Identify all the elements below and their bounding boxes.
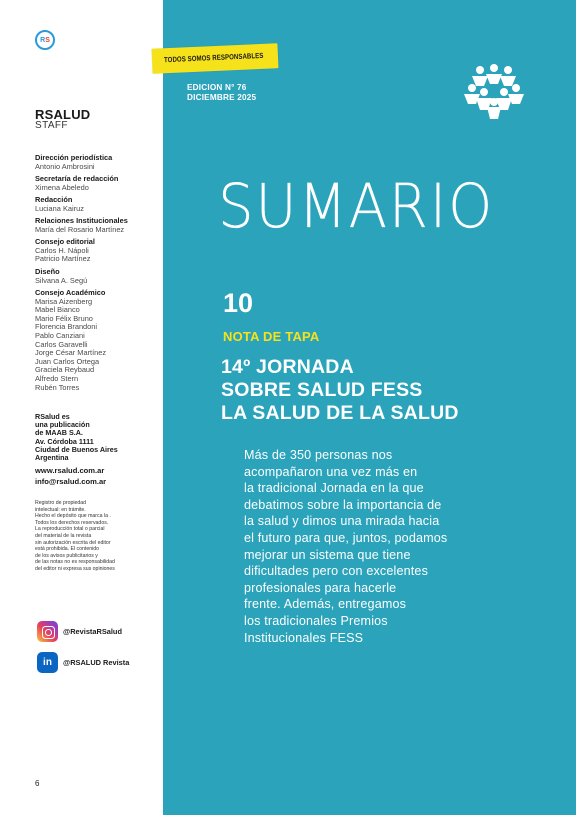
staff-role: Secretaría de redacción — [35, 174, 119, 184]
summary-line: Institucionales FESS — [244, 630, 364, 645]
legal-line: de las notas no es responsabilidad — [35, 559, 115, 566]
publisher-info — [35, 413, 160, 462]
staff-name: Jorge César Martínez — [35, 348, 107, 358]
staff-name: Silvana A. Segú — [35, 275, 88, 285]
publisher-line: RSalud es — [35, 412, 70, 421]
page-title: SUMARIO — [218, 171, 495, 242]
brand-subtitle: STAFF — [35, 120, 68, 131]
legal-line: del material de la revista — [35, 532, 92, 539]
summary-line: frente. Además, entregamos — [244, 597, 407, 612]
ribbon-text: TODOS SOMOS RESPONSABLES — [163, 50, 264, 65]
staff-name: Florencia Brandoni — [35, 322, 98, 332]
staff-name: Mario Félix Bruno — [35, 313, 93, 323]
website-link[interactable]: www.rsalud.com.ar — [35, 466, 105, 475]
staff-name: Marisa Aizenberg — [35, 296, 93, 306]
staff-entry — [35, 217, 160, 234]
people-group-logo — [462, 64, 526, 120]
instagram-link[interactable] — [37, 621, 122, 642]
legal-line: La reproducción total o parcial — [35, 526, 105, 533]
staff-role: Dirección periodística — [35, 153, 113, 162]
legal-line: sin autorización escrita del editor — [35, 539, 111, 546]
legal-line: de los avisos publicitarios y — [35, 552, 98, 559]
article-number: 10 — [223, 288, 254, 318]
staff-name: Carlos Garavelli — [35, 339, 88, 349]
staff-name: Alfredo Stern — [35, 374, 79, 383]
summary-line: mejorar un sistema que tiene — [244, 547, 411, 562]
summary-line: la tradicional Jornada en la que — [244, 481, 424, 496]
headline-line: LA SALUD DE LA SALUD — [221, 402, 459, 424]
publisher-line: una publicación — [35, 420, 90, 430]
summary-line: profesionales para hacerle — [244, 580, 397, 595]
article-headline[interactable] — [221, 356, 561, 425]
staff-name: Rubén Torres — [35, 382, 80, 392]
summary-line: debatimos sobre la importancia de — [244, 497, 442, 512]
legal-notice — [35, 500, 160, 573]
summary-line: la salud y dimos una mirada hacia — [244, 514, 440, 529]
staff-list — [35, 154, 160, 396]
staff-name: Juan Carlos Ortega — [35, 356, 100, 366]
staff-entry — [35, 154, 160, 171]
publisher-line: Ciudad de Buenos Aires — [35, 444, 118, 454]
publisher-line: de MAAB S.A. — [35, 428, 83, 438]
legal-line: está prohibida. El contenido — [35, 546, 100, 553]
edition-info — [187, 83, 256, 103]
legal-line: Todos los derechos reservados. — [35, 519, 109, 526]
legal-line: Hecho el depósito que marca la . — [35, 513, 111, 520]
publisher-line: Av. Córdoba 1111 — [35, 436, 94, 446]
section-kicker: NOTA DE TAPA — [223, 329, 320, 344]
summary-line: dificultades pero con excelentes — [244, 564, 429, 579]
email-link[interactable]: info@rsalud.com.ar — [35, 476, 107, 486]
staff-name: Carlos H. Nápoli — [35, 245, 89, 255]
summary-line: acompañaron una vez más en — [244, 464, 418, 479]
staff-name: María del Rosario Martínez — [35, 224, 125, 234]
article-summary — [244, 447, 564, 646]
staff-role: Consejo editorial — [35, 237, 95, 247]
headline-line: SOBRE SALUD FESS — [221, 379, 423, 401]
staff-name: Graciela Reybaud — [35, 365, 95, 375]
staff-role: Diseño — [35, 267, 60, 277]
staff-role: Relaciones Institucionales — [35, 216, 128, 226]
summary-line: el futuro para que, juntos, podamos — [244, 530, 448, 545]
staff-name: Pablo Canziani — [35, 331, 85, 341]
linkedin-handle: @RSALUD Revista — [63, 658, 130, 667]
staff-entry — [35, 289, 160, 392]
linkedin-icon: in — [37, 652, 58, 673]
staff-name: Luciana Kairuz — [35, 203, 84, 213]
staff-entry — [35, 175, 160, 192]
staff-role: Consejo Académico — [35, 288, 106, 298]
staff-name: Ximena Abeledo — [35, 182, 89, 192]
rsalud-logo: R S — [35, 30, 55, 50]
legal-line: intelectual: en trámite. — [35, 506, 86, 513]
headline-line: 14º JORNADA — [221, 356, 354, 378]
legal-line: del editor ni expresa sus opiniones — [35, 565, 115, 572]
staff-name: Antonio Ambrosini — [35, 161, 95, 171]
summary-line: Más de 350 personas nos — [244, 448, 393, 462]
edition-number: EDICION N° 76 — [187, 83, 247, 92]
page-number: 6 — [35, 779, 40, 788]
staff-entry — [35, 238, 160, 264]
staff-name: Mabel Bianco — [35, 305, 80, 315]
staff-column — [0, 0, 163, 815]
contact-links — [35, 466, 106, 487]
brand-block — [35, 108, 90, 131]
instagram-icon — [37, 621, 58, 642]
staff-entry — [35, 196, 160, 213]
legal-line: Registro de propiedad — [35, 500, 87, 506]
staff-name: Patricio Martínez — [35, 254, 91, 264]
staff-role: Redacción — [35, 195, 73, 205]
summary-line: los tradicionales Premios — [244, 613, 388, 628]
publisher-line: Argentina — [35, 453, 69, 463]
linkedin-link[interactable] — [37, 652, 129, 673]
instagram-handle: @RevistaRSalud — [63, 627, 122, 636]
staff-entry — [35, 268, 160, 285]
brand-title: RSALUD — [35, 107, 91, 122]
edition-date: DICIEMBRE 2025 — [187, 93, 257, 102]
